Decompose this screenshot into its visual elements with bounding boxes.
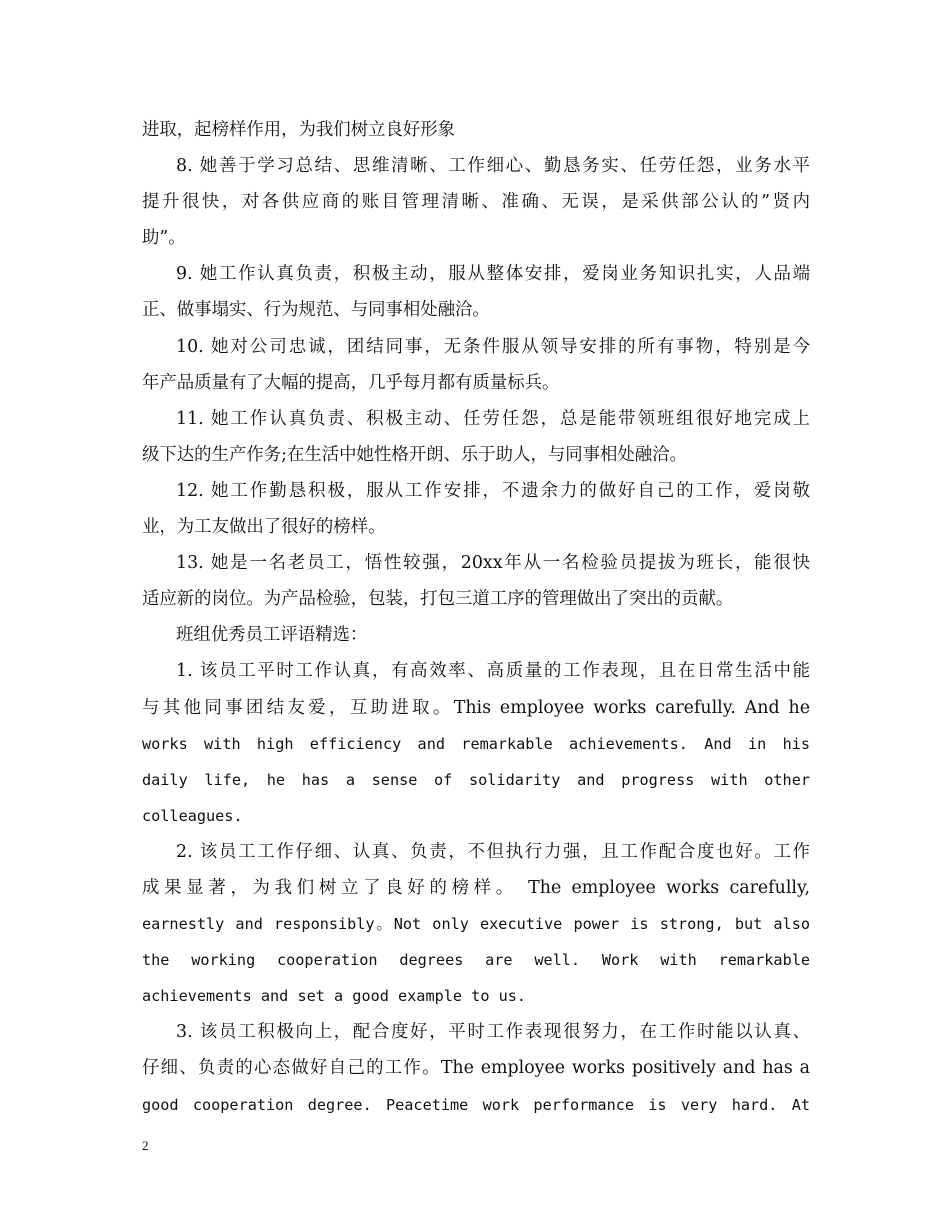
text-line: the working cooperation degrees are well. Work with remarkable — [142, 951, 810, 970]
document-body — [142, 112, 810, 1123]
text-line: 13. 她是一名老员工，悟性较强，20xx年从一名检验员提拔为班长，能很快 — [176, 553, 810, 574]
text-line: 8. 她善于学习总结、思维清晰、工作细心、勤恳务实、任劳任怨，业务水平 — [176, 156, 810, 177]
text-line: 班组优秀员工评语精选： — [176, 625, 368, 646]
text-line: 3. 该员工积极向上，配合度好，平时工作表现很努力，在工作时能以认真、 — [176, 1022, 810, 1043]
text-line: 适应新的岗位。为产品检验，包装，打包三道工序的管理做出了突出的贡献。 — [142, 589, 734, 610]
text-line: achievements and set a good example to us. — [142, 987, 527, 1006]
text-line: 成果显著，为我们树立了良好的榜样。 The employee works carefully, — [142, 877, 810, 898]
text-line: 正、做事塌实、行为规范、与同事相处融洽。 — [142, 300, 490, 321]
text-line: 提升很快，对各供应商的账目管理清晰、准确、无误，是采供部公认的”贤内 — [142, 192, 810, 213]
text-line: 11. 她工作认真负责、积极主动、任劳任怨，总是能带领班组很好地完成上 — [176, 408, 810, 429]
text-line: 10. 她对公司忠诚，团结同事，无条件服从领导安排的所有事物，特别是今 — [176, 336, 810, 357]
text-line: daily life, he has a sense of solidarity and progress with other — [142, 770, 810, 789]
text-line: works with high efficiency and remarkable achievements. And in his — [142, 734, 810, 753]
text-line: 仔细、负责的心态做好自己的工作。The employee works positively and has a — [142, 1058, 810, 1079]
text-line: colleagues. — [142, 806, 243, 825]
text-line: 进取，起榜样作用，为我们树立良好形象 — [142, 120, 456, 140]
text-line: 级下达的生产作务;在生活中她性格开朗、乐于助人，与同事相处融洽。 — [142, 444, 687, 465]
text-line: 业，为工友做出了很好的榜样。 — [142, 517, 386, 538]
text-line: 2. 该员工工作仔细、认真、负责，不但执行力强，且工作配合度也好。工作 — [176, 841, 810, 862]
text-line: 1. 该员工平时工作认真，有高效率、高质量的工作表现，且在日常生活中能 — [176, 661, 810, 682]
text-line: 与其他同事团结友爱，互助进取。This employee works carefully. And he — [142, 697, 810, 718]
text-line: 助”。 — [142, 228, 186, 249]
text-line: 9. 她工作认真负责，积极主动，服从整体安排，爱岗业务知识扎实，人品端 — [176, 264, 810, 285]
text-line: 年产品质量有了大幅的提高，几乎每月都有质量标兵。 — [142, 372, 560, 393]
text-line: 12. 她工作勤恳积极，服从工作安排，不遗余力的做好自己的工作，爱岗敬 — [176, 480, 810, 501]
page-number: 2 — [142, 1138, 149, 1153]
text-line: earnestly and responsibly。Not only executive power is strong, but also — [142, 915, 810, 934]
text-line: good cooperation degree. Peacetime work performance is very hard. At — [142, 1095, 810, 1114]
